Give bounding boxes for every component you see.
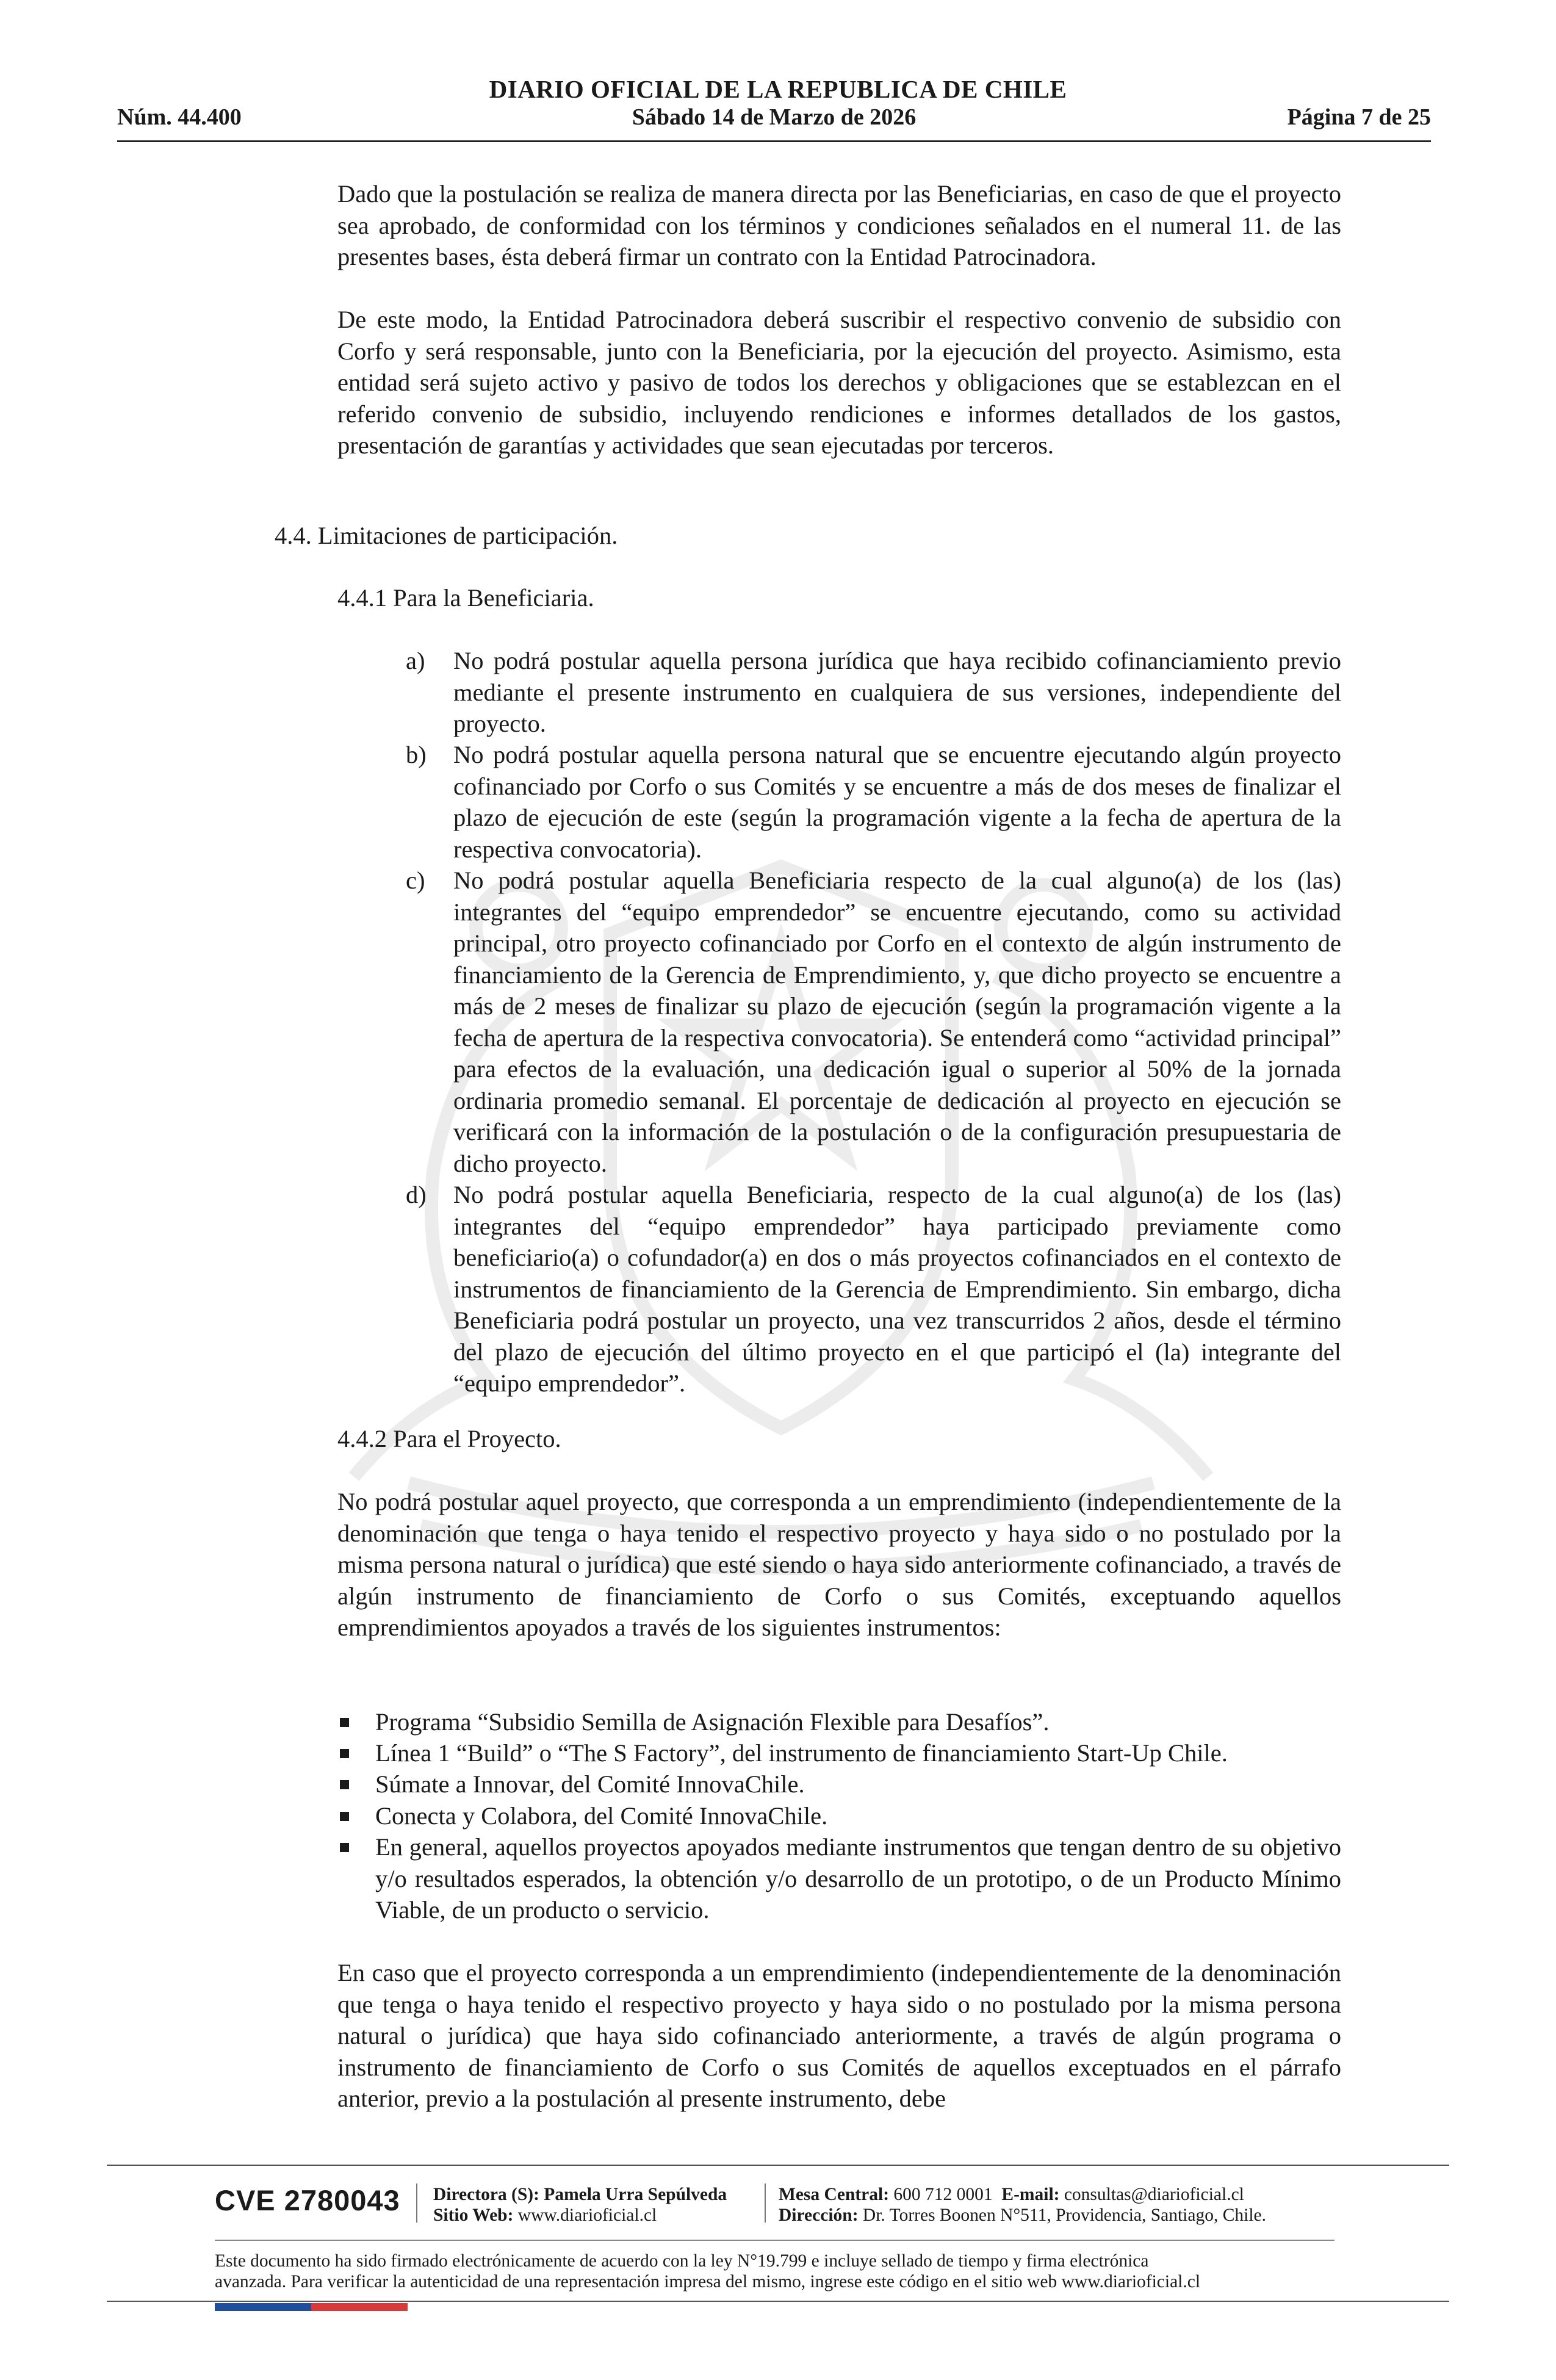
list-item-label: a) xyxy=(406,647,425,674)
issue-number: Núm. 44.400 xyxy=(117,104,242,130)
signature-note xyxy=(215,2251,1334,2292)
footer-separator xyxy=(416,2183,417,2223)
footer-divider xyxy=(107,2165,1449,2166)
bullet-square-icon xyxy=(340,1718,349,1727)
bullet-text: Línea 1 “Build” o “The S Factory”, del instrumento de financiamiento Start-Up Chile. xyxy=(375,1739,1228,1767)
list-item-label: b) xyxy=(406,741,427,768)
header-divider xyxy=(117,140,1431,142)
address-value: Dr. Torres Boonen N°511, Providencia, Santiago, Chile. xyxy=(862,2205,1267,2225)
list-item-text: No podrá postular aquella persona natural que se encuentre ejecutando algún proyecto cofinanciado por Corfo o sus Comités y se encuentre a más de dos meses de finalizar el plazo de ejecución de este (según la programación vigente a la fecha de apertura de la respectiva convocatoria). xyxy=(453,741,1341,863)
subsection-heading: 4.4.2 Para el Proyecto. xyxy=(337,1425,561,1452)
footer-inner-divider xyxy=(215,2240,1334,2241)
closing-paragraph: En caso que el proyecto corresponda a un emprendimiento (independientemente de la denominación que tenga o haya tenido el respectivo proyecto y haya sido o no postulado por la misma persona natural o jurídica) que haya sido cofinanciado anteriormente, a través de algún programa o instrumento de financiamiento de Corfo o sus Comités de aquellos exceptuados en el párrafo anterior, previo a la postulación al presente instrumento, debe xyxy=(337,1959,1341,2112)
phone-number: 600 712 0001 xyxy=(893,2185,993,2204)
bullet-square-icon xyxy=(340,1812,349,1821)
bullet-text: En general, aquellos proyectos apoyados mediante instrumentos que tengan dentro de su objetivo y/o resultados esperados, la obtención y/o desarrollo de un prototipo, o de un Producto Mínimo Viable, de un producto o servicio. xyxy=(375,1833,1341,1924)
list-item-text: No podrá postular aquella Beneficiaria respecto de la cual alguno(a) de los (las) integrantes del “equipo emprendedor” se encuentre ejecutando, como su actividad principal, otro proyecto cofinanciado por Corfo en el contexto de algún instrumento de financiamiento de la Gerencia de Emprendimiento, y, que dicho proyecto se encuentre a más de 2 meses de finalizar su plazo de ejecución (según la programación vigente a la fecha de apertura de la respectiva convocatoria). Se entenderá como “actividad principal” para efectos de la evaluación, una dedicación igual o superior al 50% de la jornada ordinaria promedio semanal. El porcentaje de dedicación al proyecto en ejecución se verificará con la información de la postulación o de la configuración presupuestaria de dicho proyecto. xyxy=(453,867,1341,1177)
bullet-square-icon xyxy=(340,1749,349,1758)
bullet-square-icon xyxy=(340,1780,349,1789)
bullet-text: Súmate a Innovar, del Comité InnovaChile. xyxy=(375,1770,805,1798)
email-link[interactable]: consultas@diarioficial.cl xyxy=(1064,2185,1244,2204)
address-label: Dirección: xyxy=(779,2205,859,2225)
page-number: Página 7 de 25 xyxy=(1287,104,1431,130)
footer-separator xyxy=(765,2183,766,2223)
signature-note-line: avanzada. Para verificar la autenticidad de una representación impresa del mismo, ingrese este código en el sitio web www.diarioficial.cl xyxy=(215,2272,1201,2292)
site-link[interactable]: www.diarioficial.cl xyxy=(517,2205,657,2225)
site-label: Sitio Web: xyxy=(433,2205,514,2225)
email-label: E-mail: xyxy=(1001,2185,1060,2204)
flag-stripe-red xyxy=(311,2303,408,2311)
list-item-text: No podrá postular aquella Beneficiaria, respecto de la cual alguno(a) de los (las) integrantes del “equipo emprendedor” haya participado previamente como beneficiario(a) o cofundador(a) en dos o más proyectos cofinanciados en el contexto de instrumentos de financiamiento de la Gerencia de Emprendimiento. Sin embargo, dicha Beneficiaria podrá postular un proyecto, una vez transcurridos 2 años, desde el término del plazo de ejecución del último proyecto en el que participó el (la) integrante del “equipo emprendedor”. xyxy=(453,1181,1341,1397)
phone-label: Mesa Central: xyxy=(779,2185,890,2204)
section-heading: 4.4. Limitaciones de participación. xyxy=(275,522,618,549)
intro-paragraph: Dado que la postulación se realiza de manera directa por las Beneficiarias, en caso de que el proyecto sea aprobado, de conformidad con los términos y condiciones señalados en el numeral 11. de las presentes bases, ésta deberá firmar un contrato con la Entidad Patrocinadora. xyxy=(337,180,1341,270)
bullet-square-icon xyxy=(340,1843,349,1852)
subsection-heading: 4.4.1 Para la Beneficiaria. xyxy=(337,584,594,611)
director-info xyxy=(433,2184,727,2226)
flag-stripe-blue xyxy=(215,2303,311,2311)
list-item-text: No podrá postular aquella persona jurídica que haya recibido cofinanciamiento previo mediante el presente instrumento en cualquiera de sus versiones, independiente del proyecto. xyxy=(453,647,1341,737)
publication-title: DIARIO OFICIAL DE LA REPUBLICA DE CHILE xyxy=(489,75,1067,103)
contact-info xyxy=(779,2184,1266,2226)
header-row xyxy=(117,104,1431,134)
project-paragraph: No podrá postular aquel proyecto, que corresponda a un emprendimiento (independientemente de la denominación que tenga o haya tenido el respectivo proyecto y haya sido o no postulado por la misma persona natural o jurídica) que esté siendo o haya sido anteriormente cofinanciado, a través de algún instrumento de financiamiento de Corfo o sus Comités, exceptuando aquellos emprendimientos apoyados a través de los siguientes instrumentos: xyxy=(337,1488,1341,1641)
cve-code: CVE 2780043 xyxy=(215,2184,400,2216)
bullet-text: Programa “Subsidio Semilla de Asignación Flexible para Desafíos”. xyxy=(375,1708,1050,1736)
list-item-label: d) xyxy=(406,1181,427,1208)
footer-bottom-divider xyxy=(107,2301,1449,2302)
director-name: Pamela Urra Sepúlveda xyxy=(544,2185,727,2204)
signature-note-line: Este documento ha sido firmado electrónicamente de acuerdo con la ley N°19.799 e incluye sellado de tiempo y firma electrónica xyxy=(215,2251,1149,2271)
intro-paragraph: De este modo, la Entidad Patrocinadora deberá suscribir el respectivo convenio de subsidio con Corfo y será responsable, junto con la Beneficiaria, por la ejecución del proyecto. Asimismo, esta entidad será sujeto activo y pasivo de todos los derechos y obligaciones que se establezcan en el referido convenio de subsidio, incluyendo rendiciones e informes detallados de los gastos, presentación de garantías y actividades que sean ejecutadas por terceros. xyxy=(337,306,1341,459)
issue-date: Sábado 14 de Marzo de 2026 xyxy=(632,104,917,130)
list-item-label: c) xyxy=(406,867,425,894)
director-label: Directora (S): xyxy=(433,2185,539,2204)
bullet-text: Conecta y Colabora, del Comité InnovaChile. xyxy=(375,1802,828,1830)
